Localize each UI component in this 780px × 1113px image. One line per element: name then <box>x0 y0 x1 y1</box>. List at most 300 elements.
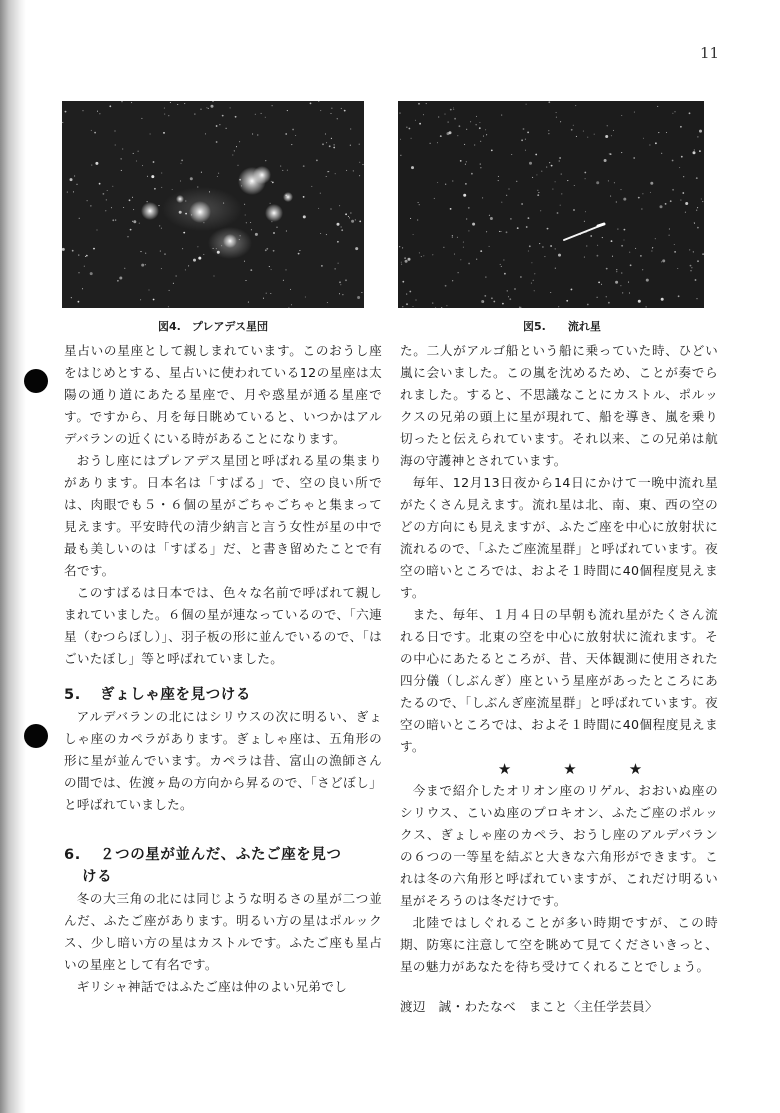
background-star <box>334 144 335 145</box>
background-star <box>548 101 550 103</box>
background-star <box>652 248 653 249</box>
background-star <box>584 221 585 222</box>
background-star <box>471 173 473 175</box>
background-star <box>250 269 252 271</box>
background-star <box>217 176 218 177</box>
background-star <box>245 280 246 281</box>
background-star <box>584 172 586 174</box>
background-star <box>161 187 162 188</box>
background-star <box>606 296 607 297</box>
background-star <box>476 116 477 117</box>
background-star <box>90 205 91 206</box>
background-star <box>188 265 189 266</box>
background-star <box>239 239 240 240</box>
background-star <box>350 212 351 213</box>
background-star <box>291 304 292 305</box>
background-star <box>550 245 552 247</box>
background-star <box>244 261 245 262</box>
background-star <box>161 268 162 269</box>
background-star <box>124 268 125 269</box>
background-star <box>404 257 406 259</box>
background-star <box>482 197 483 198</box>
background-star <box>325 133 326 134</box>
background-star <box>410 218 411 219</box>
background-star <box>244 204 245 205</box>
background-star <box>628 282 629 283</box>
background-star <box>498 176 499 177</box>
background-star <box>489 246 490 247</box>
background-star <box>571 289 572 290</box>
background-star <box>460 160 462 162</box>
background-star <box>153 299 155 301</box>
background-star <box>411 138 412 139</box>
background-star <box>318 208 319 209</box>
background-star <box>646 306 647 307</box>
background-star <box>457 135 458 136</box>
background-star <box>82 110 83 111</box>
background-star <box>485 129 486 130</box>
background-star <box>327 302 328 303</box>
figure-4-caption: 図4. プレアデス星団 <box>158 320 268 333</box>
paragraph: 毎年、12月13日夜から14日にかけて一晩中流れ星がたくさん見えます。流れ星は北、南、東、西の空のどの方向にも見えますが、ふたご座を中心に放射状に流れるので、「ふたご座流星群」と呼ばれています。夜空の暗いところでは、およそ１時間に40個程度見えます。 <box>400 475 718 600</box>
background-star <box>500 231 501 232</box>
background-star <box>206 107 207 108</box>
background-star <box>239 141 240 142</box>
background-star <box>679 167 680 168</box>
background-star <box>271 221 272 222</box>
background-star <box>584 257 585 258</box>
background-star <box>415 120 416 121</box>
section-title: ぎょしゃ座を見つける <box>100 687 251 703</box>
background-star <box>458 272 459 273</box>
background-star <box>670 200 672 202</box>
paragraph: アルデバランの北にはシリウスの次に明るい、ぎょしゃ座のカペラがあります。ぎょしゃ座は、五角形の形に星が並んでいます。カペラは昔、富山の漁師さんの間では、佐渡ヶ島の方向から昇るので、「さどぼし」と呼ばれていました。 <box>64 709 382 812</box>
background-star <box>185 200 186 201</box>
background-star <box>501 266 502 267</box>
background-star <box>298 253 300 255</box>
background-star <box>283 280 284 281</box>
background-star <box>408 258 411 261</box>
background-star <box>609 153 610 154</box>
background-star <box>216 141 218 143</box>
background-star <box>573 209 575 211</box>
background-star <box>209 191 210 192</box>
background-star <box>521 203 523 205</box>
background-star <box>123 207 124 208</box>
background-star <box>170 102 171 103</box>
background-star <box>339 281 341 283</box>
background-star <box>65 111 67 113</box>
background-star <box>73 191 74 192</box>
background-star <box>106 199 107 200</box>
background-star <box>78 255 79 256</box>
figure-5-caption: 図5. 流れ星 <box>523 320 601 333</box>
background-star <box>399 113 400 114</box>
background-star <box>415 299 416 300</box>
background-star <box>273 250 275 252</box>
background-star <box>261 113 262 114</box>
background-star <box>78 272 79 273</box>
background-star <box>341 229 343 231</box>
section-title: ２つの星が並んだ、ふたご座を見つ <box>100 847 342 863</box>
background-star <box>263 298 264 299</box>
background-star <box>305 296 306 297</box>
background-star <box>154 188 156 190</box>
background-star <box>546 167 547 168</box>
background-star <box>486 231 487 232</box>
background-star <box>287 170 288 171</box>
background-star <box>177 104 178 105</box>
background-star <box>633 157 635 159</box>
background-star <box>674 244 675 245</box>
background-star <box>479 122 480 123</box>
background-star <box>357 296 360 299</box>
background-star <box>630 264 632 266</box>
background-star <box>345 213 347 215</box>
paragraph: また、毎年、１月４日の早朝も流れ星がたくさん流れる日です。北東の空を中心に放射状に流れます。その中心にあたるところが、昔、天体観測に使用された四分儀（しぶんぎ）座という星座があったところにあたるので、「しぶんぎ座流星群」と呼ばれています。夜空の暗いところでは、およそ１時間に40個程度見えます。 <box>400 607 718 754</box>
background-star <box>141 264 144 267</box>
background-star <box>683 176 684 177</box>
background-star <box>112 219 114 221</box>
background-star <box>327 171 328 172</box>
background-star <box>185 213 187 215</box>
background-star <box>114 130 115 131</box>
background-star <box>550 292 551 293</box>
background-star <box>597 255 599 257</box>
background-star <box>250 183 251 184</box>
background-star <box>331 138 332 139</box>
background-star <box>292 129 294 131</box>
background-star <box>655 238 656 239</box>
background-star <box>138 151 139 152</box>
paragraph: 今まで紹介したオリオン座のリゲル、おおいぬ座のシリウス、こいぬ座のプロキオン、ふたご座のポルックス、ぎょしゃ座のカペラ、おうし座のアルデバランの６つの一等星を結ぶと大きな六角形ができます。これは冬の六角形と呼ばれていますが、これだけ明るい星がそろうのは冬だけです。 <box>400 783 718 908</box>
background-star <box>466 218 467 219</box>
background-star <box>702 201 703 202</box>
background-star <box>147 176 148 177</box>
background-star <box>421 256 422 257</box>
background-star <box>601 284 602 285</box>
background-star <box>217 251 220 254</box>
background-star <box>547 228 549 230</box>
background-star <box>345 279 347 281</box>
background-star <box>486 134 487 135</box>
background-star <box>449 131 452 134</box>
background-star <box>133 209 134 210</box>
star-icon: ★ <box>628 760 643 778</box>
page-binding-shadow <box>0 0 26 1113</box>
background-star <box>266 293 267 294</box>
background-star <box>226 128 227 129</box>
background-star <box>520 276 522 278</box>
background-star <box>616 271 617 272</box>
background-star <box>418 202 419 203</box>
background-star <box>605 135 608 138</box>
background-star <box>669 228 670 229</box>
background-star <box>437 142 438 143</box>
background-star <box>485 277 486 278</box>
background-star <box>271 181 272 182</box>
paragraph: ギリシャ神話ではふたご座は仲のよい兄弟でし <box>76 979 348 994</box>
background-star <box>689 112 691 114</box>
background-star <box>598 282 600 284</box>
background-star <box>672 189 674 191</box>
background-star <box>571 129 573 131</box>
background-star <box>180 180 181 181</box>
background-star <box>590 235 592 237</box>
background-star <box>506 231 508 233</box>
background-star <box>208 108 209 109</box>
author-credit: 渡辺 誠・わたなべ まこと〈主任学芸員〉 <box>400 999 658 1014</box>
background-star <box>574 185 575 186</box>
star-icon: ★ <box>497 760 512 778</box>
background-star <box>335 173 336 174</box>
background-star <box>266 248 268 250</box>
background-star <box>548 133 549 134</box>
background-star <box>95 162 98 165</box>
background-star <box>147 201 148 202</box>
background-star <box>355 247 358 250</box>
background-star <box>616 201 617 202</box>
background-star <box>179 211 182 214</box>
background-star <box>681 156 683 158</box>
background-star <box>528 250 529 251</box>
background-star <box>406 303 408 305</box>
background-star <box>321 265 323 267</box>
background-star <box>608 302 610 304</box>
background-star <box>508 296 509 297</box>
background-star <box>638 197 640 199</box>
background-star <box>359 175 360 176</box>
background-star <box>418 103 420 105</box>
background-star <box>587 304 589 306</box>
background-star <box>576 136 577 137</box>
background-star <box>695 279 697 281</box>
background-star <box>322 143 324 145</box>
background-star <box>133 153 134 154</box>
background-star <box>446 305 447 306</box>
background-star <box>359 144 360 145</box>
background-star <box>76 184 77 185</box>
background-star <box>270 203 271 204</box>
background-star <box>528 217 530 219</box>
background-star <box>269 266 270 267</box>
background-star <box>141 118 142 119</box>
background-star <box>597 245 598 246</box>
background-star <box>216 248 217 249</box>
background-star <box>511 154 512 155</box>
background-star <box>479 127 481 129</box>
background-star <box>559 160 560 161</box>
background-star <box>611 240 613 242</box>
background-star <box>531 283 532 284</box>
background-star <box>197 186 198 187</box>
background-star <box>691 267 692 268</box>
meteor-photo <box>398 101 704 308</box>
background-star <box>121 158 122 159</box>
background-star <box>411 166 414 169</box>
background-star <box>320 110 321 111</box>
background-star <box>84 266 85 267</box>
background-star <box>699 130 702 133</box>
background-star <box>594 134 595 135</box>
background-star <box>517 227 519 229</box>
background-star <box>203 254 204 255</box>
left-column <box>64 340 382 998</box>
background-star <box>333 147 335 149</box>
background-star <box>161 228 162 229</box>
background-star <box>181 160 183 162</box>
background-star <box>672 113 673 114</box>
background-star <box>649 144 650 145</box>
background-star <box>91 130 92 131</box>
background-star <box>240 235 241 236</box>
background-star <box>696 210 697 211</box>
background-star <box>531 262 532 263</box>
background-star <box>450 208 452 210</box>
background-star <box>359 221 361 223</box>
background-star <box>535 154 537 156</box>
background-star <box>443 247 444 248</box>
background-star <box>251 229 252 230</box>
background-star <box>341 108 342 109</box>
background-star <box>559 157 561 159</box>
right-column <box>400 340 718 1018</box>
background-star <box>213 248 214 249</box>
background-star <box>330 208 331 209</box>
background-star <box>540 210 541 211</box>
background-star <box>337 223 340 226</box>
background-star <box>145 264 146 265</box>
background-star <box>70 178 73 181</box>
background-star <box>270 293 271 294</box>
background-star <box>285 133 287 135</box>
background-star <box>326 176 327 177</box>
background-star <box>544 256 545 257</box>
background-star <box>489 215 490 216</box>
background-star <box>696 298 697 299</box>
background-star <box>432 254 433 255</box>
background-star <box>405 260 408 263</box>
background-star <box>624 229 626 231</box>
background-star <box>444 114 445 115</box>
background-star <box>169 290 170 291</box>
background-star <box>412 306 413 307</box>
background-star <box>232 154 233 155</box>
background-star <box>151 175 154 178</box>
background-star <box>180 163 181 164</box>
background-star <box>78 301 80 303</box>
background-star <box>685 212 686 213</box>
background-star <box>558 254 561 257</box>
section-6-heading <box>64 844 382 888</box>
background-star <box>122 148 123 149</box>
background-star <box>661 153 662 154</box>
background-star <box>423 255 424 256</box>
background-star <box>539 243 540 244</box>
background-star <box>173 283 174 284</box>
background-star <box>516 181 517 182</box>
background-star <box>642 193 643 194</box>
background-star <box>641 208 642 209</box>
background-star <box>660 205 663 208</box>
background-star <box>153 161 155 163</box>
background-star <box>103 193 105 195</box>
background-star <box>697 227 699 229</box>
binder-hole-upper <box>24 369 48 393</box>
background-star <box>272 182 274 184</box>
background-star <box>610 153 612 155</box>
background-star <box>271 269 272 270</box>
background-star <box>452 235 453 236</box>
background-star <box>164 253 166 255</box>
background-star <box>399 246 400 247</box>
background-star <box>205 133 206 134</box>
background-star <box>434 198 435 199</box>
background-star <box>191 214 192 215</box>
paragraph: 冬の大三角の北には同じような明るさの星が二つ並んだ、ふたご座があります。明るい方の星はポルックス、少し暗い方の星はカストルです。ふたご座も星占いの星座として有名です。 <box>64 891 382 972</box>
background-star <box>265 117 266 118</box>
background-star <box>655 142 657 144</box>
background-star <box>237 165 238 166</box>
background-star <box>597 297 598 298</box>
background-star <box>620 189 621 190</box>
background-star <box>464 144 465 145</box>
background-star <box>575 105 576 106</box>
background-star <box>361 292 362 293</box>
background-star <box>350 145 351 146</box>
background-star <box>145 253 146 254</box>
background-star <box>158 205 159 206</box>
background-star <box>230 107 231 108</box>
background-star <box>454 118 456 120</box>
background-star <box>239 179 241 181</box>
background-star <box>702 253 704 255</box>
star-icon: ★ <box>563 760 577 778</box>
background-star <box>164 114 165 115</box>
background-star <box>472 223 475 226</box>
background-star <box>484 295 486 297</box>
background-star <box>82 288 83 289</box>
background-star <box>586 245 587 246</box>
background-star <box>674 251 676 253</box>
background-star <box>62 122 63 123</box>
background-star <box>697 136 698 137</box>
background-star <box>273 232 275 234</box>
background-star <box>694 149 695 150</box>
background-star <box>402 247 403 248</box>
background-star <box>501 115 502 116</box>
background-star <box>257 134 258 135</box>
background-star <box>611 135 612 136</box>
background-star <box>480 141 481 142</box>
background-star <box>457 237 458 238</box>
background-star <box>555 181 556 182</box>
background-star <box>621 115 622 116</box>
background-star <box>194 114 195 115</box>
background-star <box>402 306 403 307</box>
background-star <box>349 217 350 218</box>
background-star <box>401 262 402 263</box>
background-star <box>119 277 122 280</box>
background-star <box>97 111 98 112</box>
background-star <box>311 186 312 187</box>
background-star <box>694 223 695 224</box>
background-star <box>690 265 692 267</box>
background-star <box>696 177 698 179</box>
background-star <box>533 280 534 281</box>
background-star <box>614 182 615 183</box>
background-star <box>480 164 481 165</box>
